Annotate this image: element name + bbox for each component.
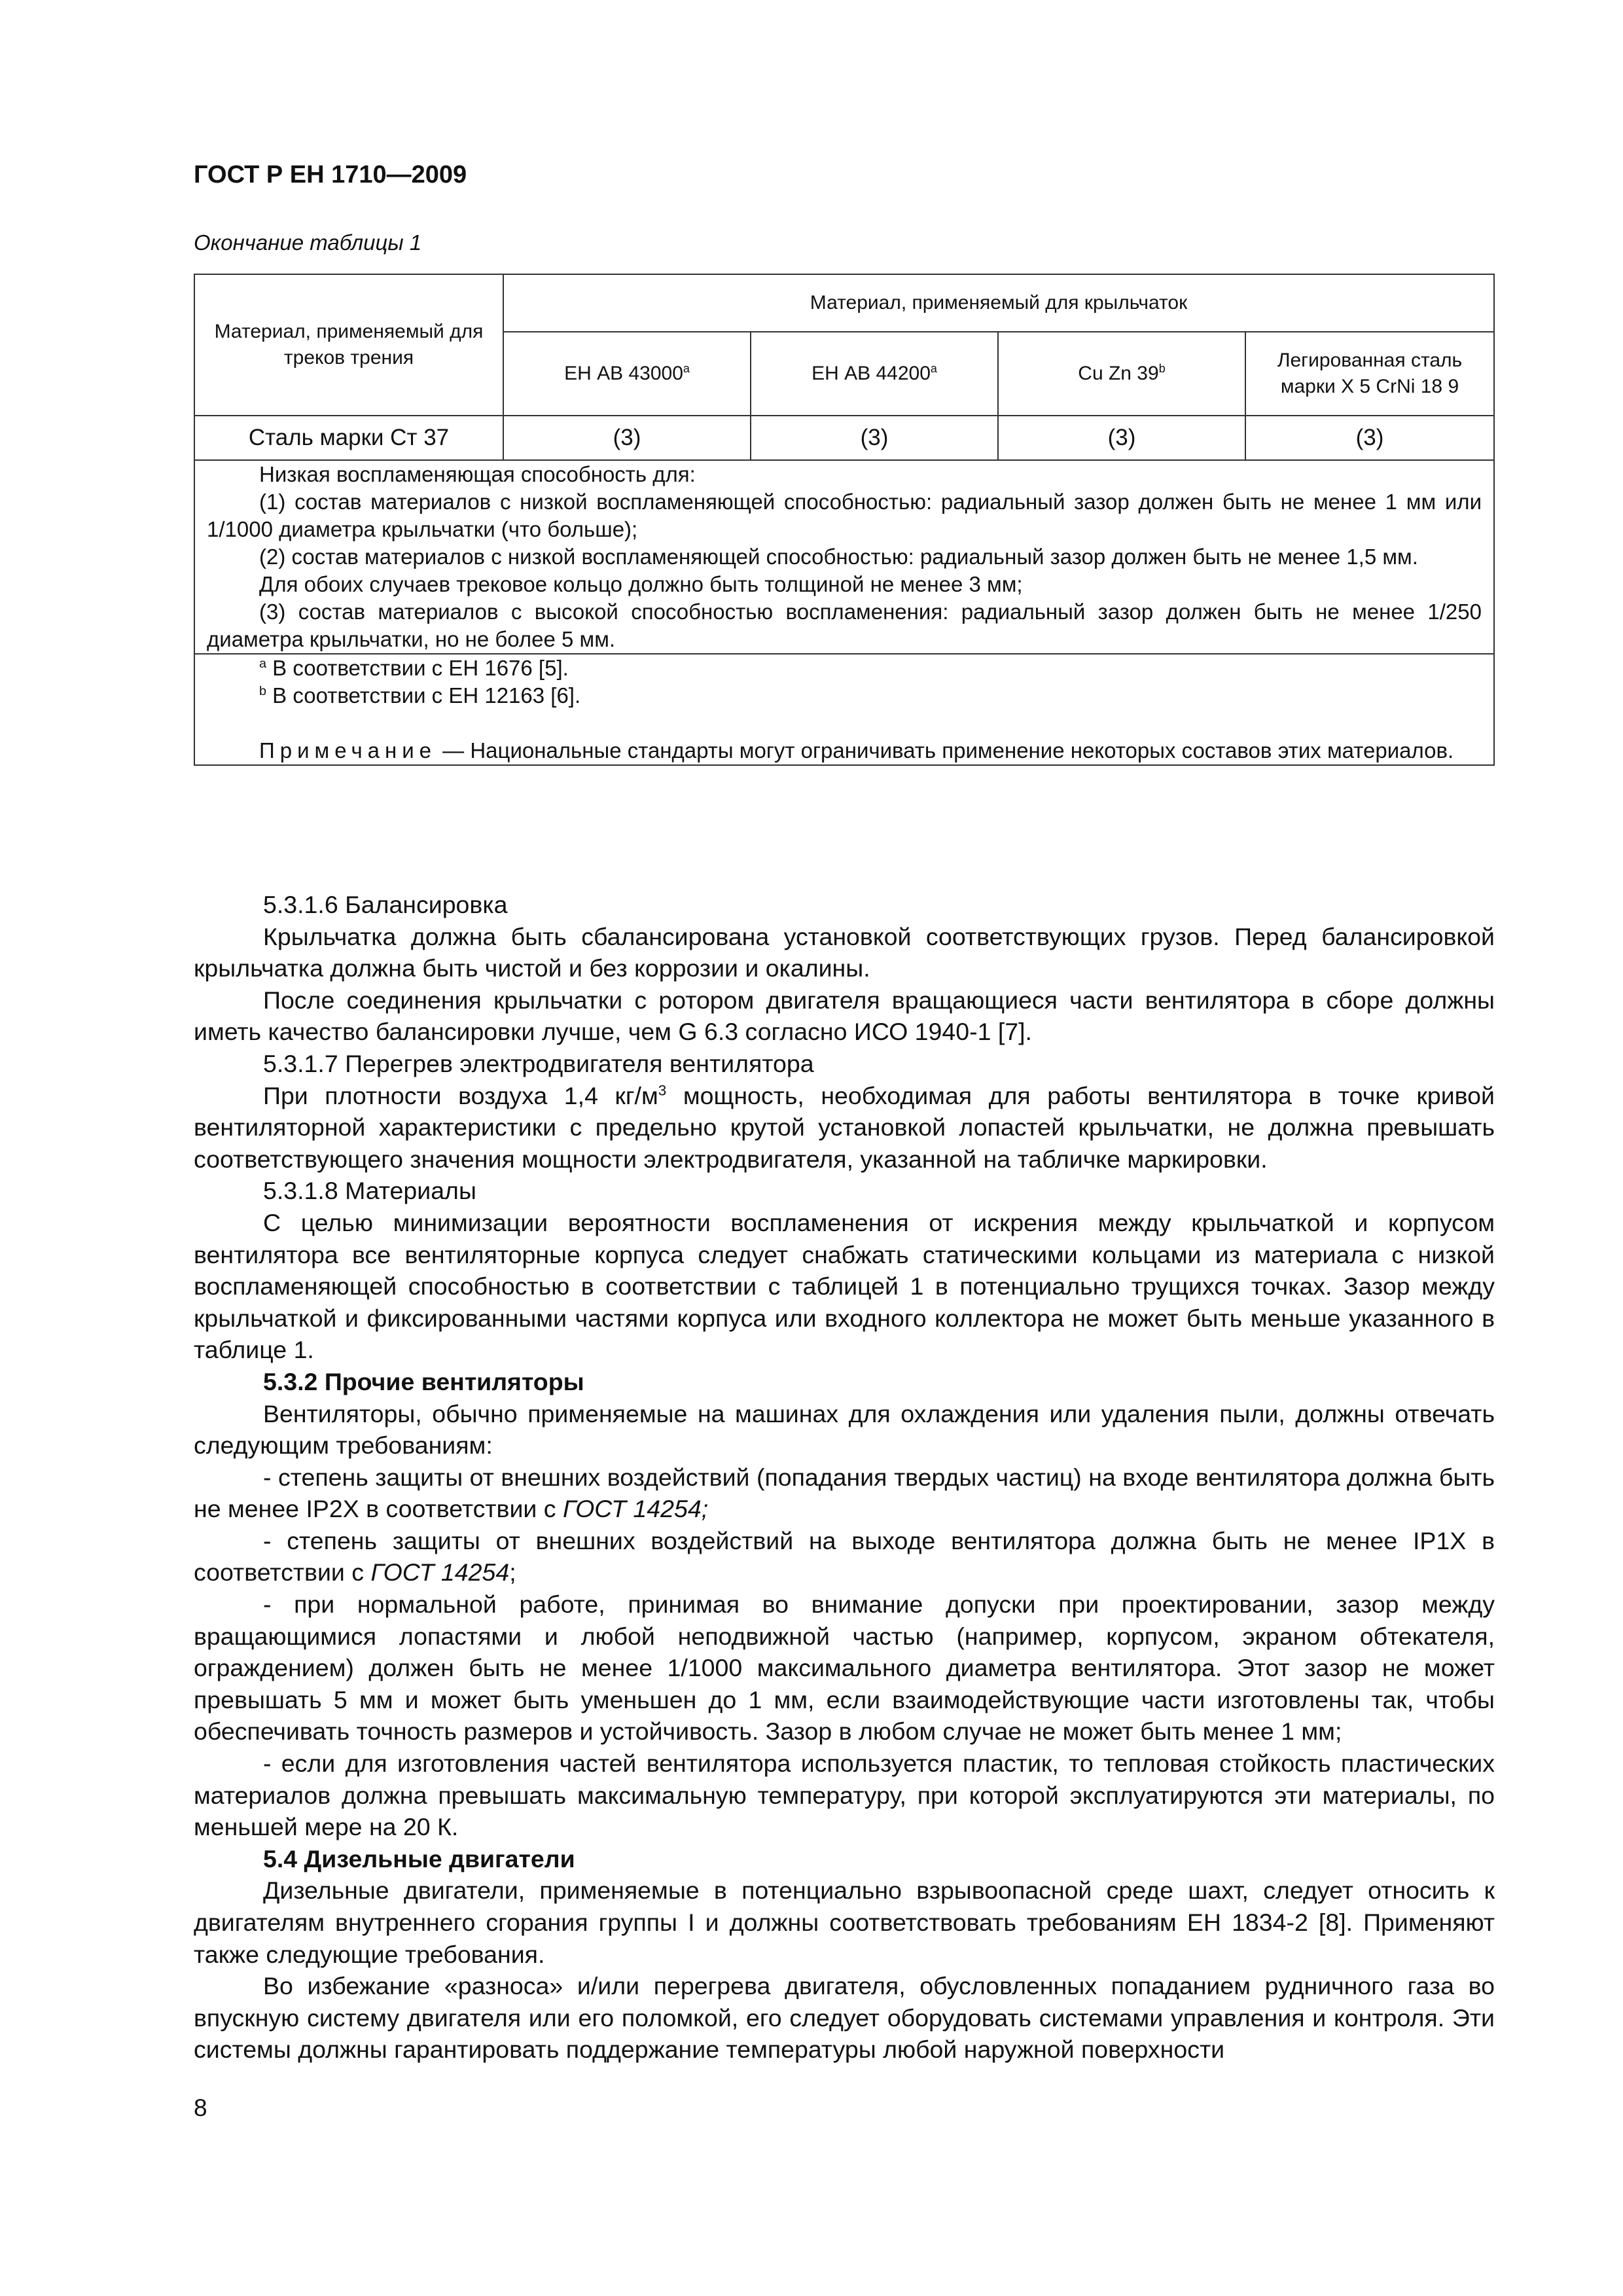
- table-cell: (3): [503, 416, 751, 460]
- footnote: $^a$ В соответствии с ЕН 1676 [5].: [259, 656, 569, 680]
- table-cell: (3): [751, 416, 998, 460]
- table-note: Для обоих случаев трековое кольцо должно быть толщиной не менее 3 мм;: [259, 572, 1023, 596]
- table-row: [194, 416, 1494, 460]
- footnote: $^b$ В соответствии с ЕН 12163 [6].: [259, 683, 581, 708]
- paragraph: Во избежание «разноса» и/или перегрева двигателя, обусловленных попаданием рудничного газа во впускную систему двигателя или его поломкой, его следует оборудовать системами управления и контроля. Эти системы должны гарантировать поддержание температуры любой наружной поверхности: [194, 1972, 1495, 2064]
- table-caption: Окончание таблицы 1: [194, 230, 422, 255]
- table-footnotes: [194, 654, 1494, 765]
- document-header: ГОСТ Р ЕН 1710—2009: [194, 161, 467, 188]
- table-header-friction-material: Материал, применяемый для треков трения: [194, 274, 503, 416]
- list-item: - если для изготовления частей вентилятора используется пластик, то тепловая стойкость пластических материалов должна превышать максимальную температуру, при которой эксплуатируются эти материалы, по меньшей мере на 20 К.: [194, 1749, 1495, 1841]
- section-title: 5.3.1.7 Перегрев электродвигателя вентилятора: [263, 1049, 814, 1077]
- table-note: (3) состав материалов с высокой способностью воспламенения: радиальный зазор должен быть не менее 1/250 диаметра крыльчатки, но не более 5 мм.: [207, 600, 1482, 651]
- table-subheader: ЕН АВ 43000$^a$: [503, 332, 751, 416]
- paragraph: При плотности воздуха 1,4 $кг/м^3$ мощность, необходимая для работы вентилятора в точке кривой вентиляторной характеристики с предельно крутой установкой лопастей крыльчатки, не должна превышать соответствующего значения мощности электродвигателя, указанной на табличке маркировки.: [194, 1081, 1495, 1173]
- paragraph: Дизельные двигатели, применяемые в потенциально взрывоопасной среде шахт, следует относить к двигателям внутреннего сгорания группы I и должны соответствовать требованиям ЕН 1834-2 [8]. Применяют также следующие требования.: [194, 1876, 1495, 1968]
- table-cell: (3): [1245, 416, 1494, 460]
- table-subheader: Легированная сталь марки X 5 CrNi 18 9: [1245, 332, 1494, 416]
- list-item: - степень защиты от внешних воздействий на выходе вентилятора должна быть не менее IP1X в соответствии с ГОСТ 14254;: [194, 1526, 1495, 1587]
- paragraph: Вентиляторы, обычно применяемые на машинах для охлаждения или удаления пыли, должны отвечать следующим требованиям:: [194, 1399, 1495, 1460]
- table-note: (2) состав материалов с низкой воспламеняющей способностью: радиальный зазор должен быть не менее 1,5 мм.: [259, 545, 1418, 569]
- list-item: - степень защиты от внешних воздействий (попадания твердых частиц) на входе вентилятора должна быть не менее IP2X в соответствии с ГОСТ 14254;: [194, 1463, 1495, 1523]
- section-heading: 5.3.2 Прочие вентиляторы: [263, 1367, 584, 1395]
- table-note: (1) состав материалов с низкой воспламеняющей способностью: радиальный зазор должен быть не менее 1 мм или 1/1000 диаметра крыльчатки (что больше);: [207, 490, 1482, 541]
- table-note: Низкая воспламеняющая способность для:: [259, 462, 696, 486]
- table-subheader: Cu Zn 39$^b$: [998, 332, 1245, 416]
- section-title: 5.3.1.8 Материалы: [263, 1177, 476, 1205]
- paragraph: Крыльчатка должна быть сбалансирована установкой соответствующих грузов. Перед балансировкой крыльчатка должна быть чистой и без коррозии и окалины.: [194, 922, 1495, 982]
- materials-table: [194, 274, 1495, 766]
- paragraph: После соединения крыльчатки с ротором двигателя вращающиеся части вентилятора в сборе должны иметь качество балансировки лучше, чем G 6.3 согласно ИСО 1940-1 [7].: [194, 986, 1495, 1046]
- page-number: 8: [194, 2094, 207, 2121]
- table-subheader: ЕН АВ 44200$^a$: [751, 332, 998, 416]
- list-item: - при нормальной работе, принимая во внимание допуски при проектировании, зазор между вращающимися лопастями и любой неподвижной частью (например, корпусом, экраном обтекателя, ограждением) должен быть не менее 1/1000 максимального диаметра вентилятора. Этот зазор не может превышать 5 мм и может быть уменьшен до 1 мм, если взаимодействующие части изготовлены так, чтобы обеспечивать точность размеров и устойчивость. Зазор в любом случае не может быть менее 1 мм;: [194, 1590, 1495, 1746]
- section-title: 5.3.1.6 Балансировка: [263, 891, 508, 918]
- table-remark: Примечание — Национальные стандарты могут ограничивать применение некоторых составов этих материалов.: [259, 738, 1454, 762]
- table-header-impeller-material: Материал, применяемый для крыльчаток: [503, 274, 1494, 332]
- table-notes: [194, 460, 1494, 654]
- paragraph: С целью минимизации вероятности воспламенения от искрения между крыльчаткой и корпусом вентилятора все вентиляторные корпуса следует снабжать статическими кольцами из материала с низкой воспламеняющей способностью в соответствии с таблицей 1 в потенциально трущихся точках. Зазор между крыльчаткой и фиксированными частями корпуса или входного коллектора не может быть меньше указанного в таблице 1.: [194, 1208, 1495, 1364]
- table-cell: (3): [998, 416, 1245, 460]
- section-heading: 5.4 Дизельные двигатели: [263, 1844, 575, 1873]
- body-text: [194, 889, 1495, 2066]
- table-row-label: Сталь марки Ст 37: [194, 416, 503, 460]
